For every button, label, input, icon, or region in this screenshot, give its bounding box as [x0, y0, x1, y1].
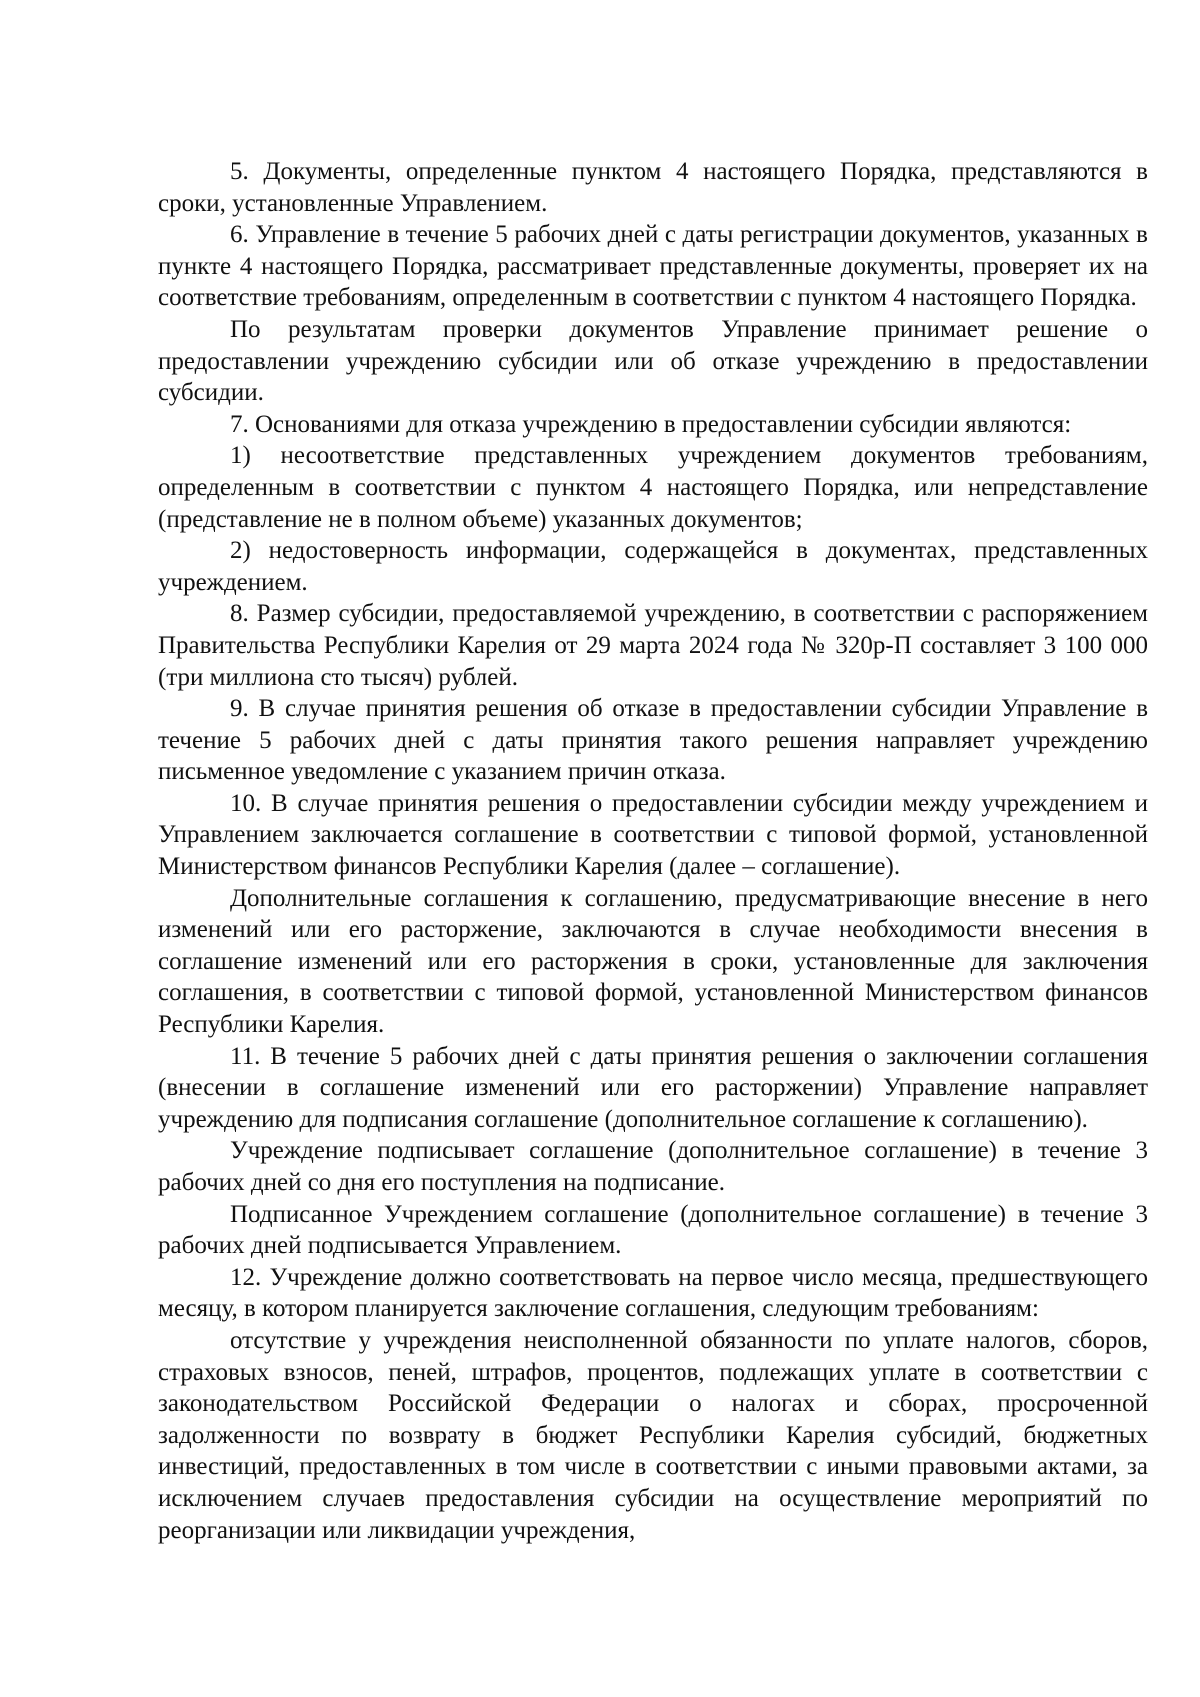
paragraph-institution-signs: Учреждение подписывает соглашение (дополнительное соглашение) в течение 3 рабочих дней со дня его поступления на подписание. — [158, 1137, 1148, 1196]
paragraph-item-10: 10. В случае принятия решения о предоставлении субсидии между учреждением и Управлением заключается соглашение в соответствии с типовой формой, установленной Министерством финансов Республики Карелия (далее – соглашение). — [158, 789, 1148, 881]
paragraph-item-6: 6. Управление в течение 5 рабочих дней с даты регистрации документов, указанных в пункте 4 настоящего Порядка, рассматривает представленные документы, проверяет их на соответствие требованиям, определенным в соответствии с пунктом 4 настоящего Порядка. — [158, 221, 1148, 312]
paragraph-item-12: 12. Учреждение должно соответствовать на первое число месяца, предшествующего месяцу, в котором планируется заключение соглашения, следующим требованиям: — [158, 1263, 1148, 1323]
paragraph-item-7-2: 2) недостоверность информации, содержащейся в документах, представленных учреждением. — [158, 537, 1148, 596]
paragraph-directorate-signs: Подписанное Учреждением соглашение (дополнительное соглашение) в течение 3 рабочих дней подписывается Управлением. — [158, 1200, 1148, 1260]
document-body — [158, 156, 1148, 1546]
paragraph-requirement-no-debt: отсутствие у учреждения неисполненной обязанности по уплате налогов, сборов, страховых взносов, пеней, штрафов, процентов, подлежащих уплате в соответствии с законодательством Российской Федерации о налогах и сборах, просроченной задолженности по возврату в бюджет Республики Карелия субсидий, бюджетных инвестиций, предоставленных в том числе в соответствии с иными правовыми актами, за исключением случаев предоставления субсидии на осуществление мероприятий по реорганизации или ликвидации учреждения, — [158, 1326, 1148, 1544]
paragraph-additional-agreements: Дополнительные соглашения к соглашению, предусматривающие внесение в него изменений или его расторжение, заключаются в случае необходимости внесения в соглашение изменений или его расторжения в сроки, установленные для заключения соглашения, в соответствии с типовой формой, установленной Министерством финансов Республики Карелия. — [158, 884, 1148, 1039]
paragraph-review-result: По результатам проверки документов Управление принимает решение о предоставлении учреждению субсидии или об отказе учреждению в предоставлении субсидии. — [158, 315, 1148, 407]
paragraph-item-8: 8. Размер субсидии, предоставляемой учреждению, в соответствии с распоряжением Правительства Республики Карелия от 29 марта 2024 года № 320р-П составляет 3 100 000 (три миллиона сто тысяч) рублей. — [158, 600, 1148, 691]
paragraph-item-11: 11. В течение 5 рабочих дней с даты принятия решения о заключении соглашения (внесении в соглашение изменений или его расторжении) Управление направляет учреждению для подписания соглашение (дополнительное соглашение к соглашению). — [158, 1042, 1148, 1133]
paragraph-item-5: 5. Документы, определенные пунктом 4 настоящего Порядка, представляются в сроки, установленные Управлением. — [158, 158, 1148, 217]
paragraph-item-9: 9. В случае принятия решения об отказе в предоставлении субсидии Управление в течение 5 рабочих дней с даты принятия такого решения направляет учреждению письменное уведомление с указанием причин отказа. — [158, 695, 1148, 786]
paragraph-item-7-1: 1) несоответствие представленных учреждением документов требованиям, определенным в соответствии с пунктом 4 настоящего Порядка, или непредставление (представление не в полном объеме) указанных документов; — [158, 442, 1148, 533]
paragraph-item-7: 7. Основаниями для отказа учреждению в предоставлении субсидии являются: — [230, 410, 1072, 438]
